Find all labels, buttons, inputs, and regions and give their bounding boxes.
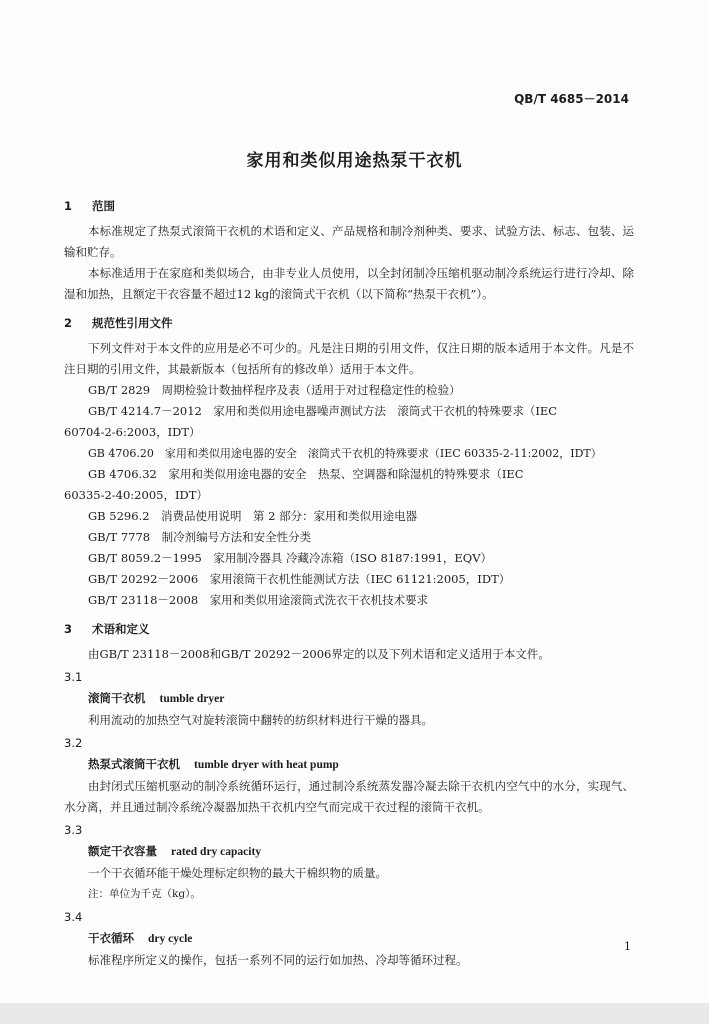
clause-number: 3.4	[64, 910, 83, 924]
reference-item-continuation: 60704-2-6:2003，IDT）	[64, 425, 201, 439]
paragraph: 本标准规定了热泵式滚筒干衣机的术语和定义、产品规格和制冷剂种类、要求、试验方法、标志、包装、运输和贮存。	[64, 224, 634, 259]
reference-item-continuation: 60335-2-40:2005，IDT）	[64, 488, 208, 502]
section-1-heading	[64, 196, 634, 217]
term-zh: 干衣循环	[88, 931, 134, 945]
term-heading	[64, 928, 634, 950]
term-note: 注：单位为千克（kg）。	[88, 888, 201, 900]
term-zh: 热泵式滚筒干衣机	[88, 757, 180, 771]
document-body	[64, 192, 634, 971]
section-number: 3	[64, 622, 73, 636]
section-title: 术语和定义	[92, 622, 150, 636]
term-en: rated dry capacity	[171, 846, 262, 858]
paragraph: 由GB/T 23118－2008和GB/T 20292－2006界定的以及下列术语和定义适用于本文件。	[88, 647, 550, 661]
document-title: 家用和类似用途热泵干衣机	[246, 151, 463, 171]
standard-code: QB/T 4685－2014	[514, 92, 629, 106]
section-title: 范围	[92, 199, 115, 213]
clause-number: 3.1	[64, 670, 83, 684]
reference-item: GB 4706.32 家用和类似用途电器的安全 热泵、空调器和除湿机的特殊要求（IEC	[88, 467, 524, 481]
term-en: dry cycle	[148, 933, 193, 945]
clause-number: 3.2	[64, 736, 83, 750]
term-heading	[64, 754, 634, 776]
term-en: tumble dryer	[159, 693, 225, 705]
term-definition: 一个干衣循环能干燥处理标定织物的最大干棉织物的质量。	[88, 866, 387, 880]
term-zh: 额定干衣容量	[88, 844, 157, 858]
clause-number: 3.3	[64, 823, 83, 837]
section-number: 1	[64, 199, 73, 213]
reference-item: GB/T 4214.7－2012 家用和类似用途电器噪声测试方法 滚筒式干衣机的特殊要求（IEC	[88, 404, 558, 418]
term-heading	[64, 841, 634, 863]
reference-item: GB 5296.2 消费品使用说明 第 2 部分：家用和类似用途电器	[88, 509, 418, 523]
reference-item: GB 4706.20 家用和类似用途电器的安全 滚筒式干衣机的特殊要求（IEC 60335-2-11:2002，IDT）	[88, 447, 602, 460]
section-title: 规范性引用文件	[92, 316, 173, 330]
reference-item: GB/T 2829 周期检验计数抽样程序及表（适用于对过程稳定性的检验）	[88, 383, 461, 397]
paragraph: 本标准适用于在家庭和类似场合，由非专业人员使用，以全封闭制冷压缩机驱动制冷系统运行进行冷却、除湿和加热，且额定干衣容量不超过12 kg的滚筒式干衣机（以下简称“热泵干衣机”）。	[64, 266, 634, 301]
section-number: 2	[64, 316, 73, 330]
term-zh: 滚筒干衣机	[88, 691, 146, 705]
section-3-heading	[64, 619, 634, 640]
page-number: 1	[624, 940, 631, 953]
reference-item: GB/T 20292－2006 家用滚筒干衣机性能测试方法（IEC 61121:2005，IDT）	[88, 572, 511, 586]
term-definition: 标准程序所定义的操作，包括一系列不同的运行如加热、冷却等循环过程。	[88, 953, 468, 967]
term-definition: 由封闭式压缩机驱动的制冷系统循环运行，通过制冷系统蒸发器冷凝去除干衣机内空气中的水分，实现气、水分离，并且通过制冷系统冷凝器加热干衣机内空气而完成干衣过程的滚筒干衣机。	[64, 779, 634, 814]
reference-item: GB/T 8059.2－1995 家用制冷器具 冷藏冷冻箱（ISO 8187:1991，EQV）	[88, 551, 493, 565]
scan-edge	[0, 1003, 709, 1024]
reference-item: GB/T 23118－2008 家用和类似用途滚筒式洗衣干衣机技术要求	[88, 593, 429, 607]
section-2-heading	[64, 313, 634, 334]
reference-item: GB/T 7778 制冷剂编号方法和安全性分类	[88, 530, 312, 544]
term-en: tumble dryer with heat pump	[194, 759, 339, 771]
paragraph: 下列文件对于本文件的应用是必不可少的。凡是注日期的引用文件，仅注日期的版本适用于本文件。凡是不注日期的引用文件，其最新版本（包括所有的修改单）适用于本文件。	[64, 341, 634, 376]
term-definition: 利用流动的加热空气对旋转滚筒中翻转的纺织材料进行干燥的器具。	[88, 713, 433, 727]
term-heading	[64, 688, 634, 710]
